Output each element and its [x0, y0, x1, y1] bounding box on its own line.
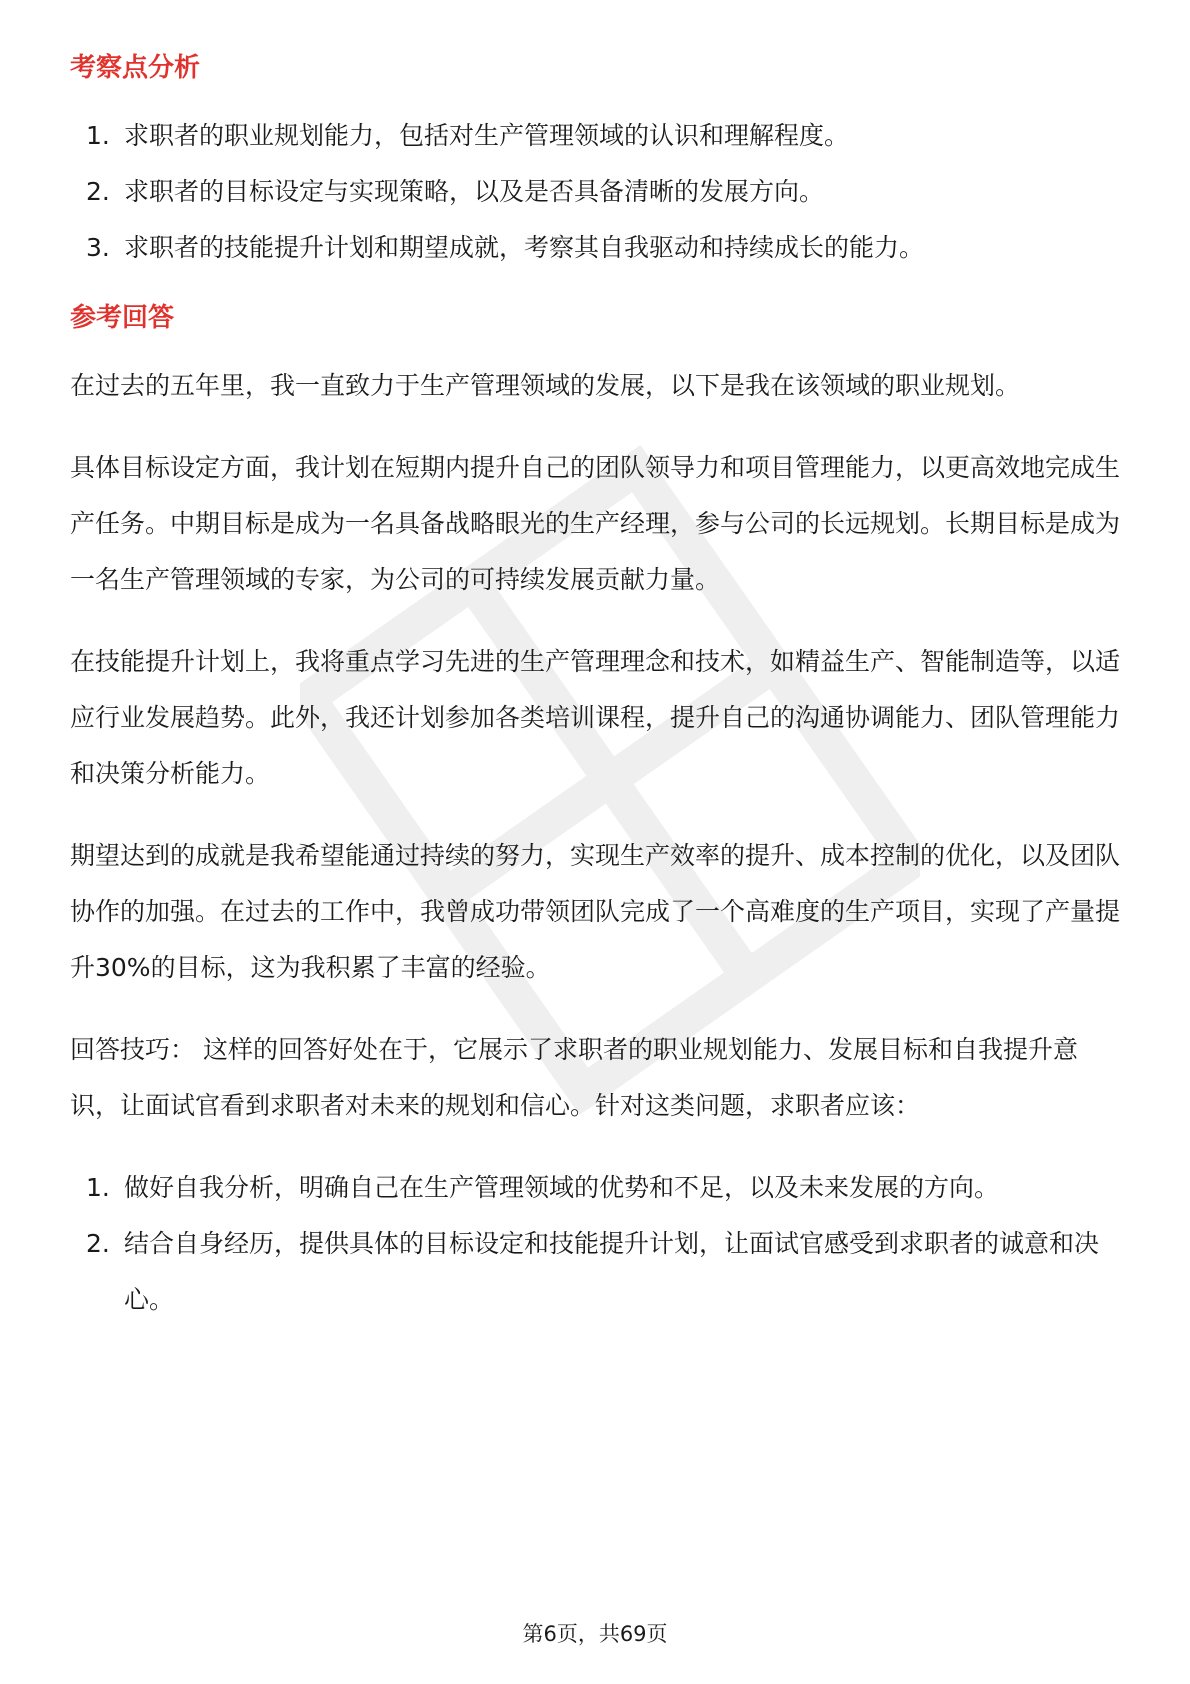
answer-paragraph: 具体目标设定方面，我计划在短期内提升自己的团队领导力和项目管理能力，以更高效地完成生产任务。中期目标是成为一名具备战略眼光的生产经理，参与公司的长远规划。长期目标是成为一名生产管理领域的专家，为公司的可持续发展贡献力量。	[70, 453, 1121, 594]
list-item-text: 做好自我分析，明确自己在生产管理领域的优势和不足，以及未来发展的方向。	[124, 1173, 1000, 1202]
list-item-number: 3.	[86, 233, 110, 262]
answer-paragraph: 在过去的五年里，我一直致力于生产管理领域的发展，以下是我在该领域的职业规划。	[70, 371, 1021, 400]
tips-list	[70, 1160, 1120, 1328]
list-item-text: 结合自身经历，提供具体的目标设定和技能提升计划，让面试官感受到求职者的诚意和决心。	[124, 1229, 1100, 1314]
answer-tips-intro: 回答技巧： 这样的回答好处在于，它展示了求职者的职业规划能力、发展目标和自我提升意识，让面试官看到求职者对未来的规划和信心。针对这类问题，求职者应该：	[70, 1035, 1078, 1120]
list-item-number: 1.	[86, 121, 110, 150]
list-item	[70, 164, 1120, 220]
list-item-text: 求职者的职业规划能力，包括对生产管理领域的认识和理解程度。	[124, 121, 850, 150]
list-item-text: 求职者的目标设定与实现策略，以及是否具备清晰的发展方向。	[124, 177, 825, 206]
list-item-text: 求职者的技能提升计划和期望成就，考察其自我驱动和持续成长的能力。	[124, 233, 925, 262]
list-item-number: 2.	[86, 177, 110, 206]
analysis-list	[70, 108, 1120, 276]
page-number: 第6页，共69页	[522, 1622, 668, 1646]
document-content	[70, 48, 1120, 1350]
answer-paragraph: 在技能提升计划上，我将重点学习先进的生产管理理念和技术，如精益生产、智能制造等，以适应行业发展趋势。此外，我还计划参加各类培训课程，提升自己的沟通协调能力、团队管理能力和决策分析能力。	[70, 647, 1121, 788]
list-item-number: 2.	[86, 1229, 110, 1258]
analysis-heading: 考察点分析	[70, 53, 201, 83]
answer-heading: 参考回答	[70, 303, 175, 333]
list-item	[70, 220, 1120, 276]
list-item	[70, 1216, 1120, 1328]
list-item	[70, 1160, 1120, 1216]
list-item	[70, 108, 1120, 164]
list-item-number: 1.	[86, 1173, 110, 1202]
answer-paragraph: 期望达到的成就是我希望能通过持续的努力，实现生产效率的提升、成本控制的优化，以及团队协作的加强。在过去的工作中，我曾成功带领团队完成了一个高难度的生产项目，实现了产量提升30%的目标，这为我积累了丰富的经验。	[70, 841, 1121, 982]
